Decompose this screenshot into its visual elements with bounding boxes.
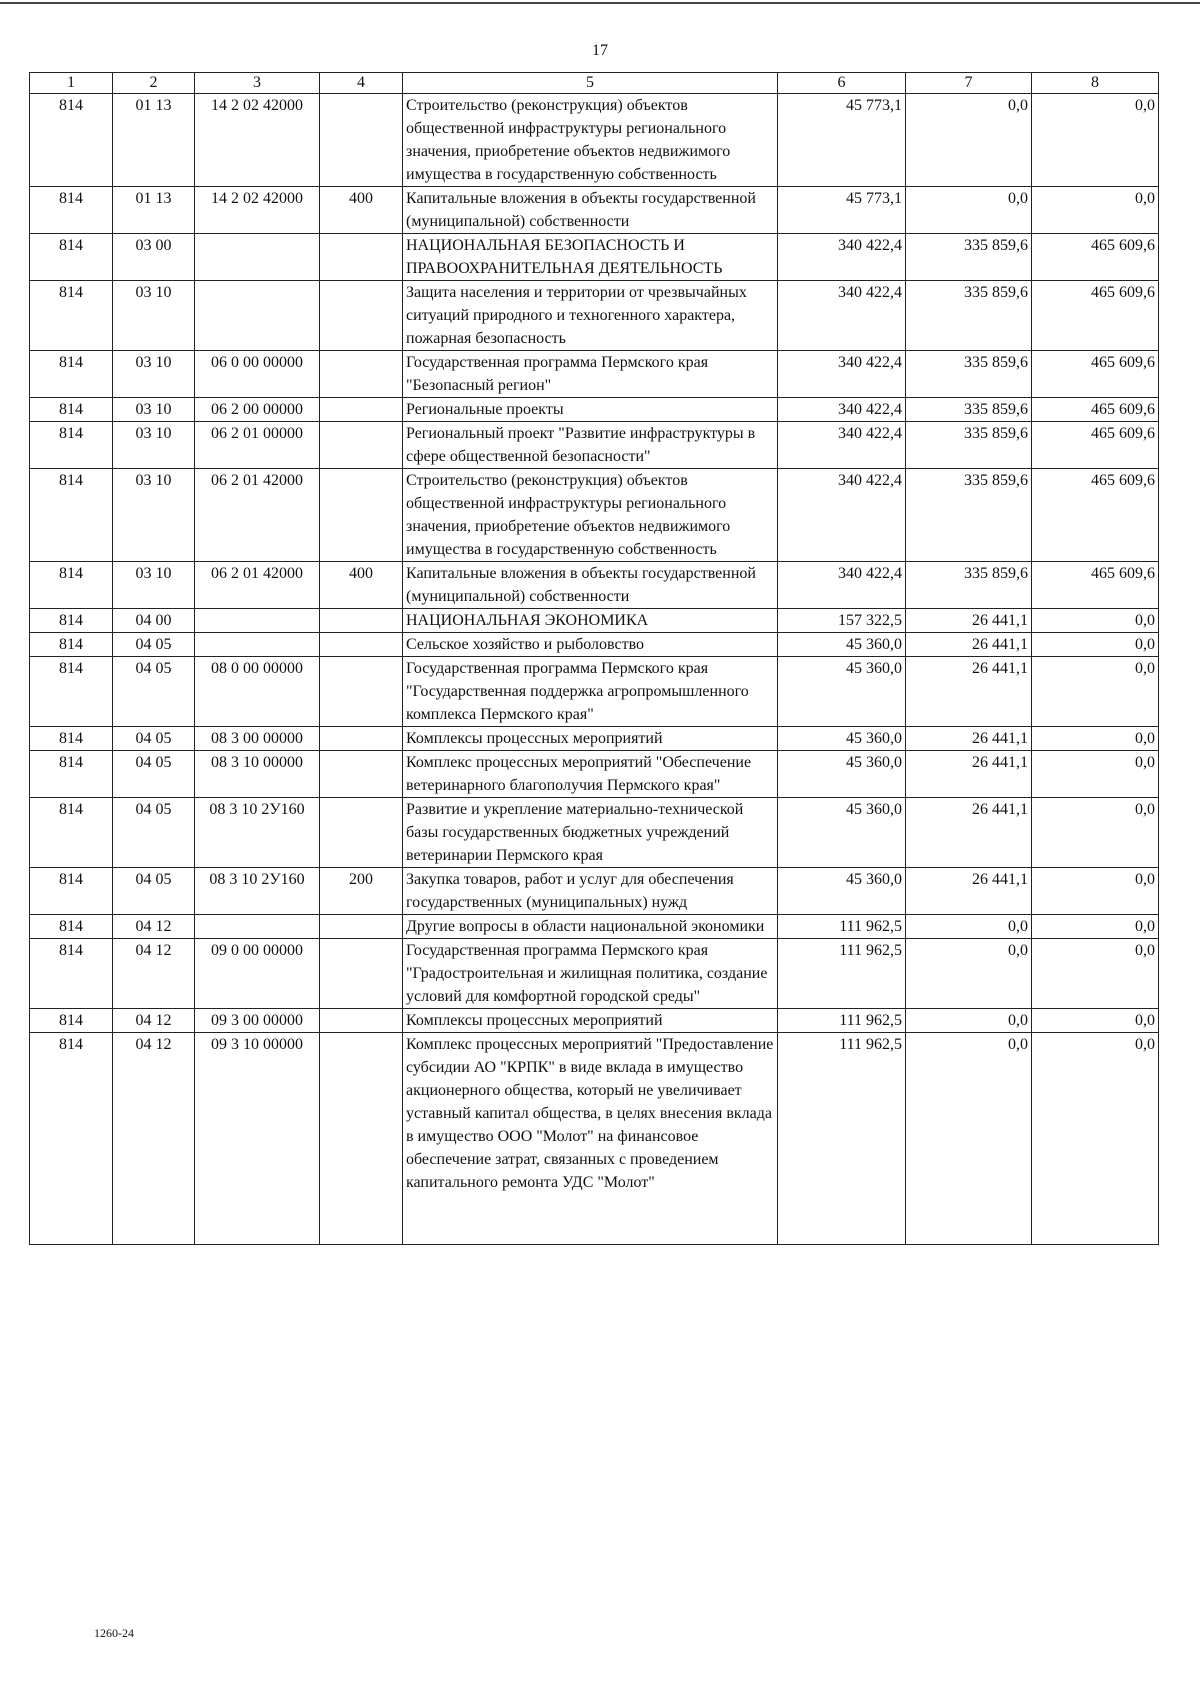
section-code-cell: 04 05: [113, 633, 195, 657]
table-body: [30, 94, 1159, 1245]
table-row: [30, 915, 1159, 939]
table-row: [30, 939, 1159, 1009]
amount-col7-cell: 335 859,6: [906, 281, 1032, 351]
section-code-cell: 03 10: [113, 562, 195, 609]
amount-col6-cell: 111 962,5: [778, 1009, 906, 1033]
amount-col6-cell: 45 360,0: [778, 751, 906, 798]
table-row: [30, 281, 1159, 351]
item-name-cell: Комплекс процессных мероприятий "Предоставление субсидии АО "КРПК" в виде вклада в имущество акционерного общества, который не увеличивает уставный капитал общества, в целях внесения вклада в имущество ООО "Молот" на финансовое обеспечение затрат, связанных с проведением капитального ремонта УДС "Молот": [403, 1033, 778, 1245]
amount-col7-cell: 26 441,1: [906, 633, 1032, 657]
expense-type-cell: 400: [320, 187, 403, 234]
section-code-cell: 03 10: [113, 351, 195, 398]
section-code-cell: 03 10: [113, 398, 195, 422]
amount-col6-cell: 111 962,5: [778, 915, 906, 939]
amount-col8-cell: 465 609,6: [1032, 562, 1159, 609]
col-header-2: 2: [113, 73, 195, 94]
item-name-cell: НАЦИОНАЛЬНАЯ БЕЗОПАСНОСТЬ И ПРАВООХРАНИТЕЛЬНАЯ ДЕЯТЕЛЬНОСТЬ: [403, 234, 778, 281]
table-row: [30, 657, 1159, 727]
amount-col6-cell: 157 322,5: [778, 609, 906, 633]
section-code-cell: 04 00: [113, 609, 195, 633]
ministry-code-cell: 814: [30, 351, 113, 398]
amount-col8-cell: 465 609,6: [1032, 422, 1159, 469]
target-article-cell: [195, 281, 320, 351]
expense-type-cell: 400: [320, 562, 403, 609]
ministry-code-cell: 814: [30, 187, 113, 234]
expense-type-cell: [320, 351, 403, 398]
target-article-cell: 06 0 00 00000: [195, 351, 320, 398]
amount-col6-cell: 340 422,4: [778, 422, 906, 469]
ministry-code-cell: 814: [30, 398, 113, 422]
section-code-cell: 04 05: [113, 868, 195, 915]
amount-col7-cell: 335 859,6: [906, 398, 1032, 422]
expense-type-cell: [320, 234, 403, 281]
item-name-cell: Комплексы процессных мероприятий: [403, 1009, 778, 1033]
amount-col7-cell: 26 441,1: [906, 798, 1032, 868]
amount-col6-cell: 340 422,4: [778, 398, 906, 422]
section-code-cell: 04 12: [113, 915, 195, 939]
ministry-code-cell: 814: [30, 798, 113, 868]
amount-col8-cell: 465 609,6: [1032, 398, 1159, 422]
section-code-cell: 04 05: [113, 657, 195, 727]
amount-col7-cell: 26 441,1: [906, 657, 1032, 727]
amount-col6-cell: 45 773,1: [778, 187, 906, 234]
expense-type-cell: [320, 1009, 403, 1033]
amount-col8-cell: 0,0: [1032, 187, 1159, 234]
amount-col6-cell: 45 360,0: [778, 868, 906, 915]
item-name-cell: Капитальные вложения в объекты государственной (муниципальной) собственности: [403, 187, 778, 234]
target-article-cell: [195, 633, 320, 657]
col-header-3: 3: [195, 73, 320, 94]
amount-col6-cell: 340 422,4: [778, 351, 906, 398]
top-scan-edge: [0, 2, 1200, 4]
amount-col8-cell: 0,0: [1032, 868, 1159, 915]
amount-col7-cell: 0,0: [906, 939, 1032, 1009]
amount-col8-cell: 0,0: [1032, 657, 1159, 727]
target-article-cell: 08 3 10 2У160: [195, 798, 320, 868]
expense-type-cell: [320, 94, 403, 187]
amount-col6-cell: 45 360,0: [778, 798, 906, 868]
header-row: [30, 73, 1159, 94]
section-code-cell: 03 10: [113, 281, 195, 351]
table-row: [30, 751, 1159, 798]
section-code-cell: 01 13: [113, 187, 195, 234]
expense-type-cell: [320, 939, 403, 1009]
item-name-cell: Другие вопросы в области национальной экономики: [403, 915, 778, 939]
section-code-cell: 03 10: [113, 469, 195, 562]
item-name-cell: Закупка товаров, работ и услуг для обеспечения государственных (муниципальных) нужд: [403, 868, 778, 915]
item-name-cell: Региональный проект "Развитие инфраструктуры в сфере общественной безопасности": [403, 422, 778, 469]
target-article-cell: 06 2 00 00000: [195, 398, 320, 422]
amount-col8-cell: 0,0: [1032, 1009, 1159, 1033]
expense-type-cell: [320, 751, 403, 798]
amount-col7-cell: 0,0: [906, 1009, 1032, 1033]
item-name-cell: Развитие и укрепление материально-технической базы государственных бюджетных учреждений ветеринарии Пермского края: [403, 798, 778, 868]
section-code-cell: 04 05: [113, 751, 195, 798]
ministry-code-cell: 814: [30, 727, 113, 751]
amount-col8-cell: 0,0: [1032, 727, 1159, 751]
table-row: [30, 398, 1159, 422]
expense-type-cell: [320, 469, 403, 562]
amount-col7-cell: 0,0: [906, 915, 1032, 939]
col-header-6: 6: [778, 73, 906, 94]
table-row: [30, 469, 1159, 562]
table-row: [30, 798, 1159, 868]
expense-type-cell: [320, 633, 403, 657]
col-header-4: 4: [320, 73, 403, 94]
amount-col6-cell: 111 962,5: [778, 1033, 906, 1245]
amount-col6-cell: 340 422,4: [778, 281, 906, 351]
amount-col6-cell: 340 422,4: [778, 469, 906, 562]
amount-col6-cell: 340 422,4: [778, 234, 906, 281]
expense-type-cell: 200: [320, 868, 403, 915]
item-name-cell: Строительство (реконструкция) объектов общественной инфраструктуры регионального значения, приобретение объектов недвижимого имущества в государственную собственность: [403, 469, 778, 562]
amount-col8-cell: 465 609,6: [1032, 234, 1159, 281]
expense-type-cell: [320, 422, 403, 469]
target-article-cell: 08 3 00 00000: [195, 727, 320, 751]
ministry-code-cell: 814: [30, 1009, 113, 1033]
item-name-cell: Защита населения и территории от чрезвычайных ситуаций природного и техногенного характера, пожарная безопасность: [403, 281, 778, 351]
item-name-cell: Комплекс процессных мероприятий "Обеспечение ветеринарного благополучия Пермского края": [403, 751, 778, 798]
target-article-cell: [195, 915, 320, 939]
amount-col8-cell: 0,0: [1032, 633, 1159, 657]
ministry-code-cell: 814: [30, 562, 113, 609]
amount-col7-cell: 26 441,1: [906, 751, 1032, 798]
col-header-5: 5: [403, 73, 778, 94]
section-code-cell: 04 12: [113, 1009, 195, 1033]
expense-type-cell: [320, 398, 403, 422]
amount-col6-cell: 45 360,0: [778, 727, 906, 751]
table-row: [30, 1033, 1159, 1245]
expense-type-cell: [320, 657, 403, 727]
ministry-code-cell: 814: [30, 281, 113, 351]
expense-type-cell: [320, 798, 403, 868]
ministry-code-cell: 814: [30, 422, 113, 469]
section-code-cell: 03 10: [113, 422, 195, 469]
table-row: [30, 1009, 1159, 1033]
table-row: [30, 94, 1159, 187]
target-article-cell: 06 2 01 42000: [195, 469, 320, 562]
table-row: [30, 422, 1159, 469]
item-name-cell: Региональные проекты: [403, 398, 778, 422]
col-header-7: 7: [906, 73, 1032, 94]
table-row: [30, 187, 1159, 234]
amount-col6-cell: 111 962,5: [778, 939, 906, 1009]
ministry-code-cell: 814: [30, 657, 113, 727]
amount-col6-cell: 45 360,0: [778, 657, 906, 727]
section-code-cell: 04 12: [113, 939, 195, 1009]
expense-type-cell: [320, 609, 403, 633]
target-article-cell: 06 2 01 42000: [195, 562, 320, 609]
section-code-cell: 03 00: [113, 234, 195, 281]
item-name-cell: Государственная программа Пермского края "Государственная поддержка агропромышленного комплекса Пермского края": [403, 657, 778, 727]
amount-col7-cell: 335 859,6: [906, 234, 1032, 281]
amount-col8-cell: 0,0: [1032, 915, 1159, 939]
amount-col7-cell: 0,0: [906, 94, 1032, 187]
amount-col8-cell: 0,0: [1032, 798, 1159, 868]
amount-col6-cell: 45 773,1: [778, 94, 906, 187]
target-article-cell: [195, 609, 320, 633]
amount-col8-cell: 465 609,6: [1032, 469, 1159, 562]
ministry-code-cell: 814: [30, 1033, 113, 1245]
section-code-cell: 04 12: [113, 1033, 195, 1245]
target-article-cell: 09 3 00 00000: [195, 1009, 320, 1033]
section-code-cell: 04 05: [113, 727, 195, 751]
ministry-code-cell: 814: [30, 751, 113, 798]
amount-col7-cell: 335 859,6: [906, 562, 1032, 609]
expense-type-cell: [320, 281, 403, 351]
amount-col6-cell: 45 360,0: [778, 633, 906, 657]
amount-col8-cell: 0,0: [1032, 94, 1159, 187]
table-row: [30, 633, 1159, 657]
target-article-cell: 06 2 01 00000: [195, 422, 320, 469]
amount-col7-cell: 26 441,1: [906, 868, 1032, 915]
ministry-code-cell: 814: [30, 234, 113, 281]
ministry-code-cell: 814: [30, 609, 113, 633]
col-header-8: 8: [1032, 73, 1159, 94]
amount-col8-cell: 0,0: [1032, 751, 1159, 798]
table-row: [30, 234, 1159, 281]
target-article-cell: 09 3 10 00000: [195, 1033, 320, 1245]
section-code-cell: 04 05: [113, 798, 195, 868]
amount-col7-cell: 0,0: [906, 187, 1032, 234]
item-name-cell: Государственная программа Пермского края "Градостроительная и жилищная политика, создание условий для комфортной городской среды": [403, 939, 778, 1009]
budget-table: [29, 72, 1159, 1245]
expense-type-cell: [320, 915, 403, 939]
table-row: [30, 868, 1159, 915]
amount-col8-cell: 0,0: [1032, 939, 1159, 1009]
table-row: [30, 351, 1159, 398]
amount-col8-cell: 0,0: [1032, 1033, 1159, 1245]
table-row: [30, 609, 1159, 633]
ministry-code-cell: 814: [30, 868, 113, 915]
amount-col7-cell: 26 441,1: [906, 609, 1032, 633]
target-article-cell: 14 2 02 42000: [195, 94, 320, 187]
amount-col7-cell: 335 859,6: [906, 469, 1032, 562]
table-row: [30, 562, 1159, 609]
item-name-cell: НАЦИОНАЛЬНАЯ ЭКОНОМИКА: [403, 609, 778, 633]
amount-col7-cell: 0,0: [906, 1033, 1032, 1245]
item-name-cell: Государственная программа Пермского края "Безопасный регион": [403, 351, 778, 398]
amount-col7-cell: 26 441,1: [906, 727, 1032, 751]
item-name-cell: Строительство (реконструкция) объектов общественной инфраструктуры регионального значения, приобретение объектов недвижимого имущества в государственную собственность: [403, 94, 778, 187]
ministry-code-cell: 814: [30, 94, 113, 187]
ministry-code-cell: 814: [30, 915, 113, 939]
section-code-cell: 01 13: [113, 94, 195, 187]
amount-col8-cell: 465 609,6: [1032, 351, 1159, 398]
expense-type-cell: [320, 727, 403, 751]
amount-col7-cell: 335 859,6: [906, 351, 1032, 398]
ministry-code-cell: 814: [30, 633, 113, 657]
expense-type-cell: [320, 1033, 403, 1245]
item-name-cell: Комплексы процессных мероприятий: [403, 727, 778, 751]
amount-col8-cell: 0,0: [1032, 609, 1159, 633]
ministry-code-cell: 814: [30, 939, 113, 1009]
amount-col7-cell: 335 859,6: [906, 422, 1032, 469]
ministry-code-cell: 814: [30, 469, 113, 562]
target-article-cell: [195, 234, 320, 281]
item-name-cell: Сельское хозяйство и рыболовство: [403, 633, 778, 657]
page-number: 17: [592, 42, 608, 59]
target-article-cell: 14 2 02 42000: [195, 187, 320, 234]
table-row: [30, 727, 1159, 751]
target-article-cell: 08 0 00 00000: [195, 657, 320, 727]
target-article-cell: 09 0 00 00000: [195, 939, 320, 1009]
col-header-1: 1: [30, 73, 113, 94]
amount-col8-cell: 465 609,6: [1032, 281, 1159, 351]
item-name-cell: Капитальные вложения в объекты государственной (муниципальной) собственности: [403, 562, 778, 609]
target-article-cell: 08 3 10 00000: [195, 751, 320, 798]
document-code: 1260-24: [94, 1626, 134, 1640]
target-article-cell: 08 3 10 2У160: [195, 868, 320, 915]
amount-col6-cell: 340 422,4: [778, 562, 906, 609]
